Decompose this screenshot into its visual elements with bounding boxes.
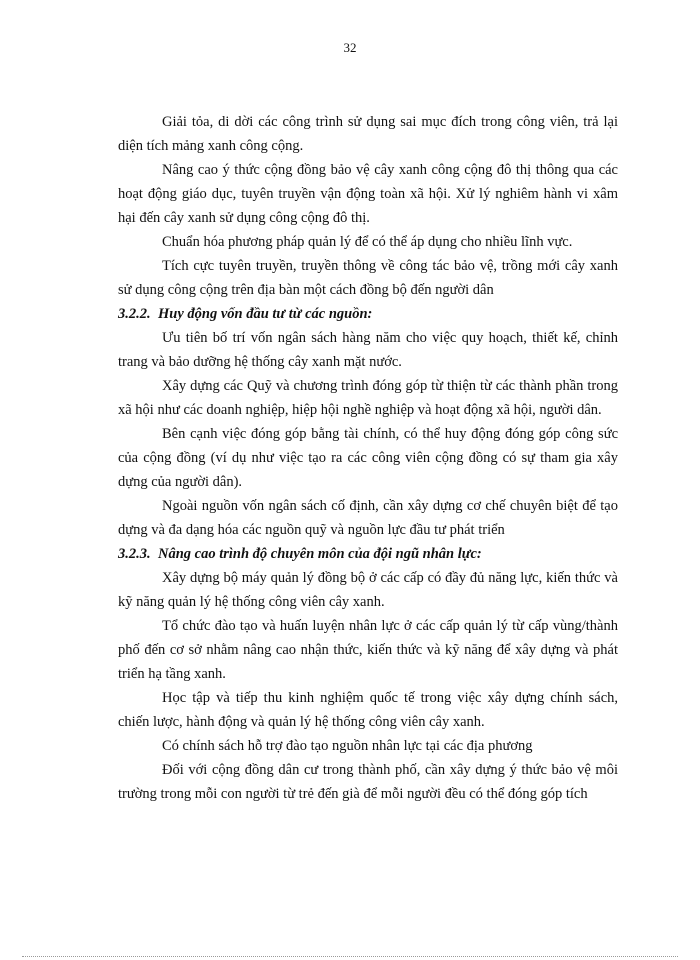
paragraph: Giải tỏa, di dời các công trình sử dụng sai mục đích trong công viên, trả lại diện tích mảng xanh công cộng. — [118, 114, 618, 154]
document-body — [118, 110, 618, 806]
paragraph: Ngoài nguồn vốn ngân sách cố định, cần xây dựng cơ chế chuyên biệt để tạo dựng và đa dạng hóa các nguồn quỹ và nguồn lực đầu tư phát triển — [118, 498, 618, 538]
paragraph: Học tập và tiếp thu kinh nghiệm quốc tế trong việc xây dựng chính sách, chiến lược, hành động và quản lý hệ thống công viên cây xanh. — [118, 690, 618, 730]
section-heading — [118, 542, 618, 566]
page-number: 32 — [343, 40, 357, 55]
paragraph: Tích cực tuyên truyền, truyền thông về công tác bảo vệ, trồng mới cây xanh sử dụng công cộng trên địa bàn một cách đồng bộ đến người dân — [118, 258, 618, 298]
section-heading — [118, 302, 618, 326]
paragraph: Tổ chức đào tạo và huấn luyện nhân lực ở các cấp quản lý từ cấp vùng/thành phố đến cơ sở nhằm nâng cao nhận thức, kiến thức và kỹ năng để xây dựng và phát triển hạ tầng xanh. — [118, 618, 618, 682]
paragraph: Xây dựng các Quỹ và chương trình đóng góp từ thiện từ các thành phần trong xã hội như các doanh nghiệp, hiệp hội nghề nghiệp và hoạt động xã hội, người dân. — [118, 378, 618, 418]
section-title: Huy động vốn đầu tư từ các nguồn: — [158, 306, 373, 322]
paragraph: Chuẩn hóa phương pháp quản lý để có thể áp dụng cho nhiều lĩnh vực. — [162, 234, 573, 250]
paragraph: Có chính sách hỗ trợ đào tạo nguồn nhân lực tại các địa phương — [162, 738, 533, 754]
paragraph: Nâng cao ý thức cộng đồng bảo vệ cây xanh công cộng đô thị thông qua các hoạt động giáo dục, tuyên truyền vận động toàn xã hội. Xử lý nghiêm hành vi xâm hại đến cây xanh sử dụng công cộng đô thị. — [118, 162, 618, 226]
paragraph: Đối với cộng đồng dân cư trong thành phố, cần xây dựng ý thức bảo vệ môi trường trong mỗi con người từ trẻ đến già để mỗi người đều có thể đóng góp tích — [118, 762, 618, 802]
paragraph: Xây dựng bộ máy quản lý đồng bộ ở các cấp có đầy đủ năng lực, kiến thức và kỹ năng quản lý hệ thống công viên cây xanh. — [118, 570, 618, 610]
page-bottom-divider — [22, 956, 678, 957]
section-number: 3.2.2. — [118, 306, 151, 322]
section-number: 3.2.3. — [118, 546, 151, 562]
paragraph: Ưu tiên bố trí vốn ngân sách hàng năm cho việc quy hoạch, thiết kế, chỉnh trang và bảo dưỡng hệ thống cây xanh mặt nước. — [118, 330, 618, 370]
section-title: Nâng cao trình độ chuyên môn của đội ngũ nhân lực: — [158, 546, 482, 562]
paragraph: Bên cạnh việc đóng góp bằng tài chính, có thể huy động đóng góp công sức của cộng đồng (ví dụ như việc tạo ra các công viên cộng đồng có sự tham gia xây dựng của người dân). — [118, 426, 618, 490]
